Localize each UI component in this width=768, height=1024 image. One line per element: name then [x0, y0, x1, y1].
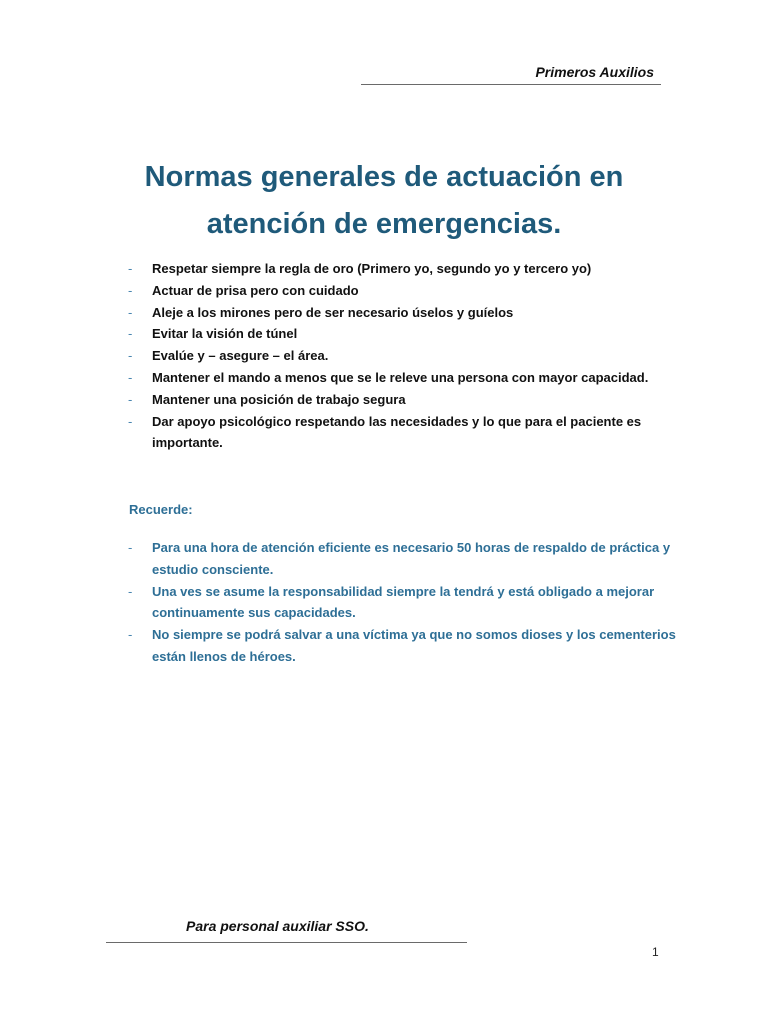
rule-item	[128, 258, 688, 280]
document-title-line-2: atención de emergencias.	[206, 208, 562, 240]
footer-rule	[106, 942, 467, 943]
reminder-text: Para una hora de atención eficiente es necesario 50 horas de respaldo de práctica y estudio consciente.	[152, 540, 671, 577]
reminders-list	[128, 537, 688, 668]
rule-item	[128, 323, 688, 345]
rule-text: Mantener el mando a menos que se le releve una persona con mayor capacidad.	[152, 369, 649, 385]
bullet-dash: -	[128, 304, 133, 320]
document-title	[84, 154, 684, 248]
reminder-text: No siempre se podrá salvar a una víctima ya que no somos dioses y los cementerios están llenos de héroes.	[152, 627, 676, 664]
rule-text: Mantener una posición de trabajo segura	[152, 391, 406, 407]
rules-list	[128, 258, 688, 454]
bullet-dash: -	[128, 391, 133, 407]
document-title-line-1: Normas generales de actuación en	[144, 161, 624, 193]
reminder-item	[128, 581, 688, 625]
rule-text: Respetar siempre la regla de oro (Primero yo, segundo yo y tercero yo)	[152, 261, 592, 276]
bullet-dash: -	[128, 369, 133, 385]
bullet-dash: -	[128, 583, 133, 599]
rule-item	[128, 367, 688, 389]
bullet-dash: -	[128, 540, 133, 555]
rule-item	[128, 389, 688, 411]
header-rule	[361, 84, 661, 85]
remember-heading: Recuerde:	[129, 502, 193, 517]
rule-item	[128, 280, 688, 302]
reminder-item	[128, 624, 688, 668]
rule-text: Evitar la visión de túnel	[152, 326, 298, 342]
rule-item	[128, 411, 688, 455]
rule-text: Evalúe y – asegure – el área.	[152, 348, 329, 364]
page-number: 1	[652, 945, 659, 959]
rule-text: Actuar de prisa pero con cuidado	[152, 282, 359, 298]
bullet-dash: -	[128, 261, 133, 276]
bullet-dash: -	[128, 413, 133, 429]
reminder-item	[128, 537, 688, 581]
bullet-dash: -	[128, 282, 133, 298]
header-title: Primeros Auxilios	[535, 64, 654, 80]
bullet-dash: -	[128, 326, 133, 342]
rule-text: Dar apoyo psicológico respetando las necesidades y lo que para el paciente es importante.	[152, 413, 642, 451]
bullet-dash: -	[128, 627, 133, 643]
reminder-text: Una ves se asume la responsabilidad siempre la tendrá y está obligado a mejorar continuamente sus capacidades.	[152, 583, 655, 621]
rule-text: Aleje a los mirones pero de ser necesario úselos y guíelos	[152, 304, 514, 320]
rule-item	[128, 345, 688, 367]
rule-item	[128, 302, 688, 324]
footer-text: Para personal auxiliar SSO.	[186, 918, 369, 934]
bullet-dash: -	[128, 348, 133, 364]
